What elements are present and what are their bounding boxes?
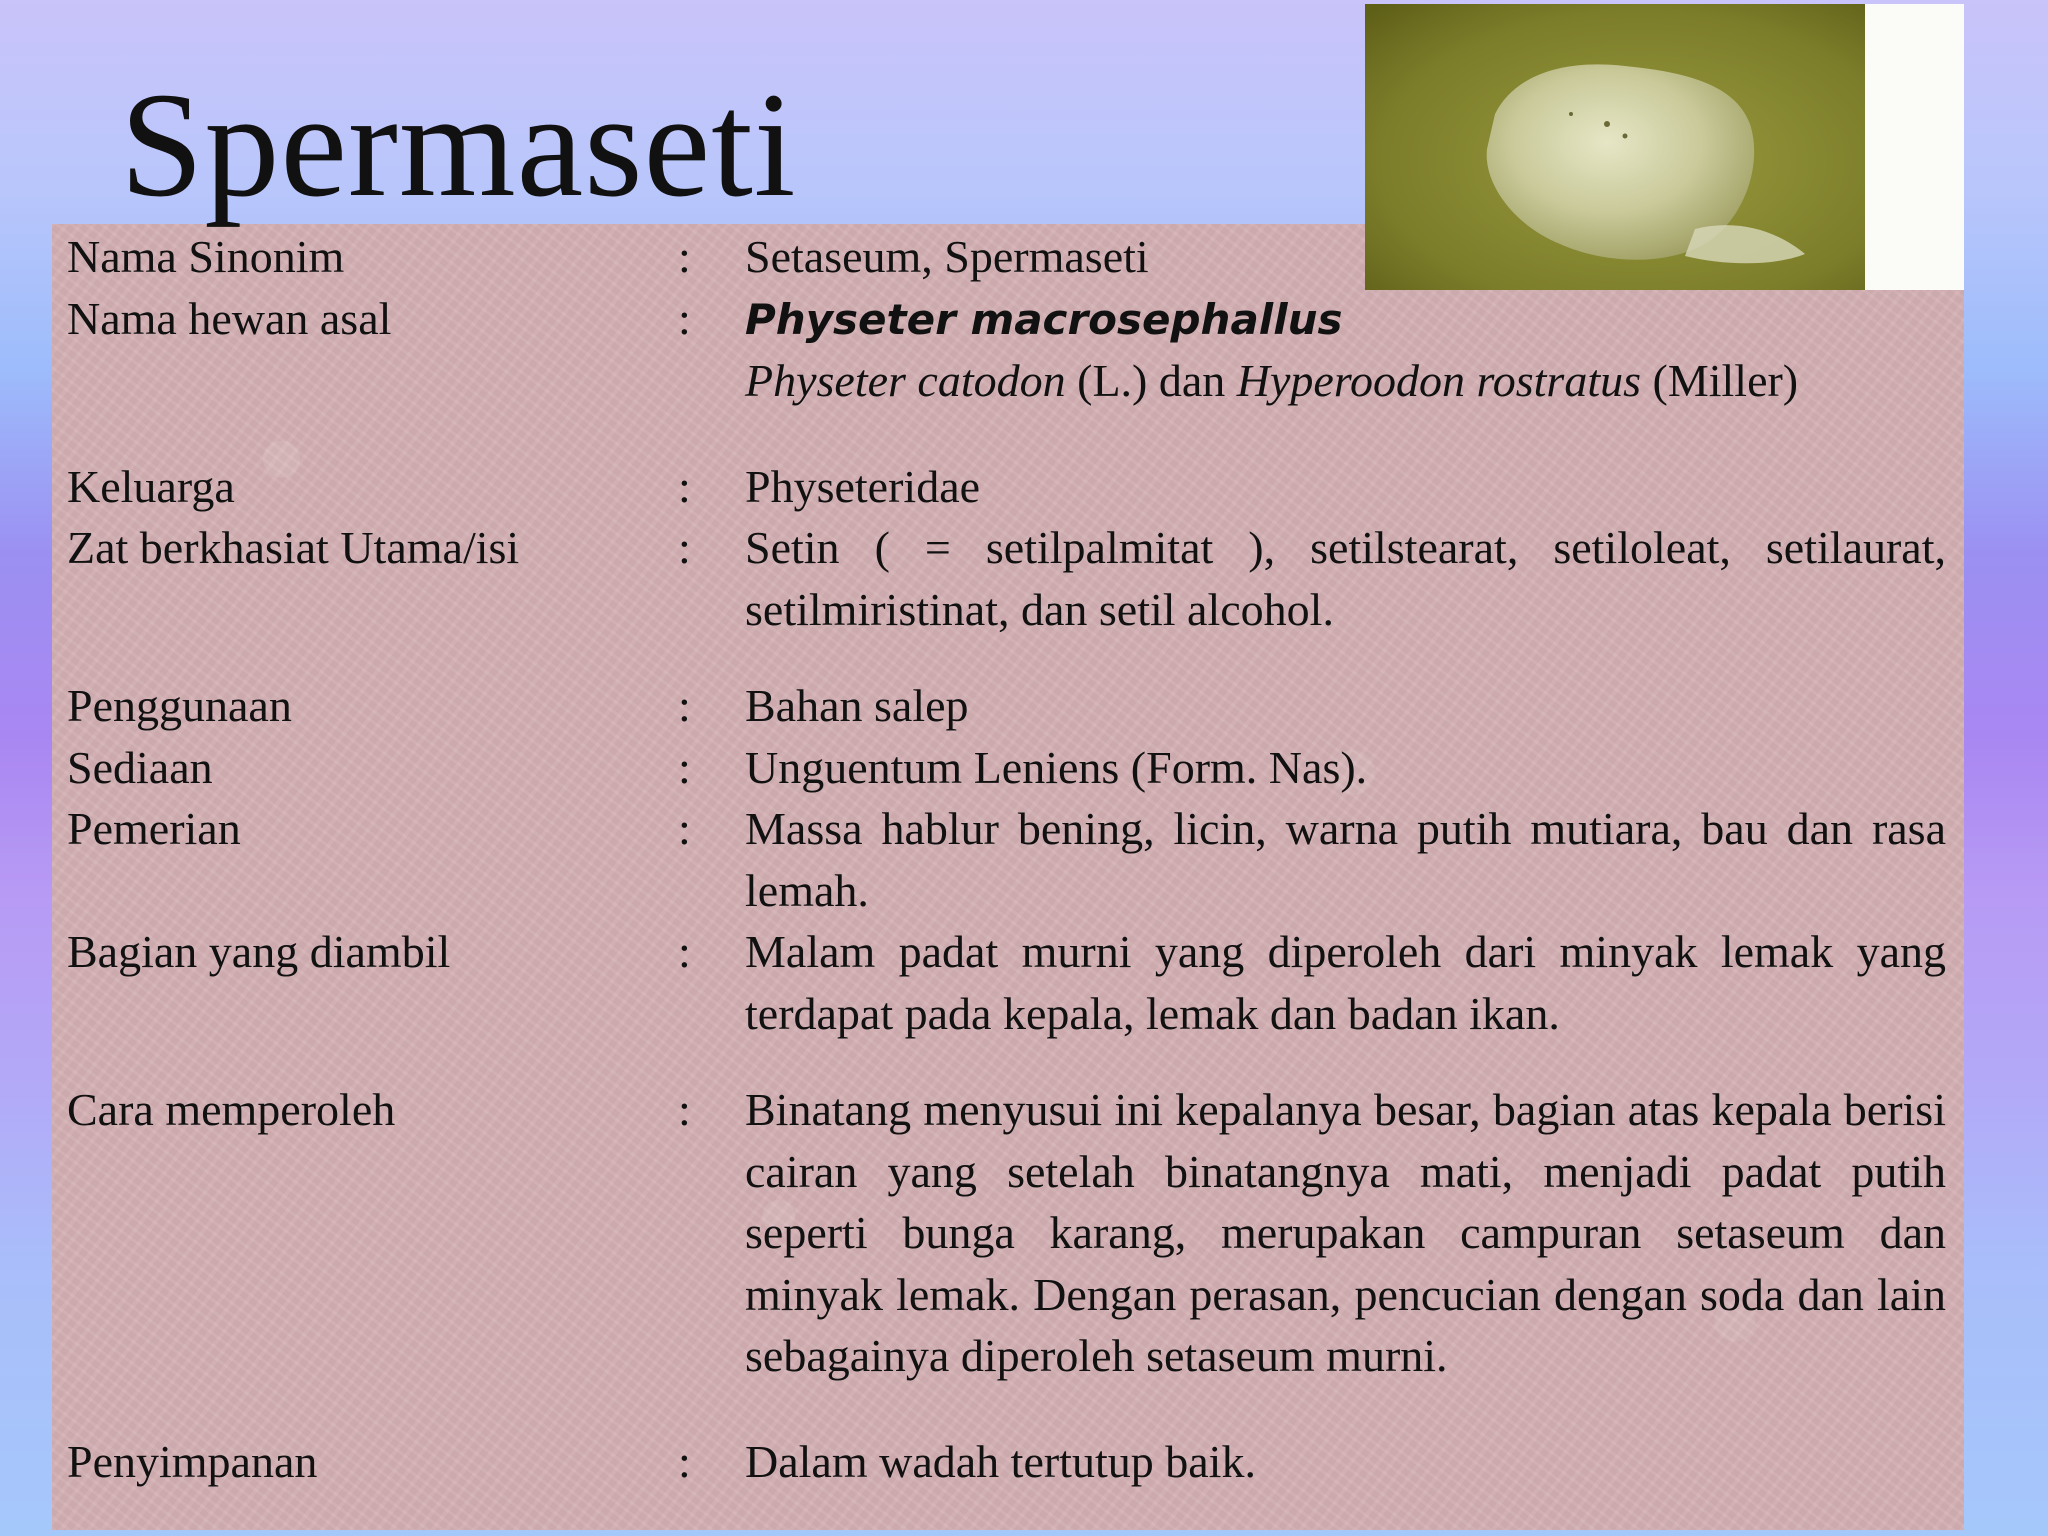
row-penyimpanan — [67, 1431, 1947, 1493]
species-catodon: Physeter catodon — [745, 355, 1066, 406]
row-label: Nama Sinonim — [67, 231, 345, 282]
row-label: Zat berkhasiat Utama/isi — [67, 522, 520, 573]
row-value-text: Binatang menyusui ini kepalanya besar, bagian atas kepala berisi cairan yang setelah binatangnya mati, menjadi padat putih seperti bunga karang, merupakan campuran setaseum dan minyak lemak. Dengan perasan, pencucian dengan soda dan lain sebagainya diperoleh setaseum murni. — [745, 1084, 1946, 1381]
row-colon: : — [678, 803, 691, 854]
row-value — [745, 921, 1946, 1044]
row-colon: : — [678, 741, 691, 793]
species-author-miller: (Miller) — [1641, 355, 1799, 406]
row-label: Sediaan — [67, 741, 213, 793]
species-hyperoodon: Hyperoodon rostratus — [1236, 355, 1642, 406]
row-nama-sinonim — [67, 226, 1947, 288]
row-colon: : — [678, 460, 691, 512]
row-value — [745, 1079, 1946, 1387]
species-primary: Physeter macrosephallus — [745, 294, 1343, 344]
row-label: Bagian yang diambil — [67, 926, 451, 977]
row-penggunaan — [67, 675, 1947, 737]
row-label: Nama hewan asal — [67, 292, 392, 344]
row-value: Setaseum, Spermaseti — [745, 231, 1149, 282]
row-colon: : — [678, 231, 691, 282]
row-label: Pemerian — [67, 803, 241, 854]
row-bagian-yang-diambil — [67, 921, 1947, 1044]
row-label: Penggunaan — [67, 680, 292, 731]
row-value — [745, 517, 1946, 640]
species-author-l: (L.) dan — [1065, 355, 1237, 406]
row-colon: : — [678, 1435, 691, 1487]
row-keluarga — [67, 456, 1947, 518]
row-nama-hewan-asal — [67, 288, 1947, 412]
row-value: Dalam wadah tertutup baik. — [745, 1435, 1256, 1487]
row-value: Unguentum Leniens (Form. Nas). — [745, 741, 1368, 793]
row-sediaan — [67, 737, 1947, 799]
specification-table — [67, 226, 1947, 1492]
row-label: Keluarga — [67, 460, 235, 512]
row-value-text: Massa hablur bening, licin, warna putih mutiara, bau dan rasa lemah. — [745, 803, 1946, 916]
row-value: Bahan salep — [745, 680, 969, 731]
row-value-text: Setin ( = setilpalmitat ), setilstearat, setiloleat, setilaurat, setilmiristinat, dan setil alcohol. — [745, 522, 1946, 635]
row-zat-berkhasiat — [67, 517, 1947, 640]
row-label: Penyimpanan — [67, 1435, 318, 1487]
row-colon: : — [678, 680, 691, 731]
row-colon: : — [678, 1084, 691, 1135]
row-value-text: Malam padat murni yang diperoleh dari minyak lemak yang terdapat pada kepala, lemak dan badan ikan. — [745, 926, 1946, 1039]
row-value — [745, 288, 1946, 412]
row-pemerian — [67, 798, 1947, 921]
row-colon: : — [678, 926, 691, 977]
row-value: Physeteridae — [745, 460, 981, 512]
slide-title: Spermaseti — [120, 62, 797, 228]
row-cara-memperoleh — [67, 1079, 1947, 1387]
row-label: Cara memperoleh — [67, 1084, 396, 1135]
row-colon: : — [678, 522, 691, 573]
row-value — [745, 798, 1946, 921]
row-colon: : — [678, 292, 691, 344]
